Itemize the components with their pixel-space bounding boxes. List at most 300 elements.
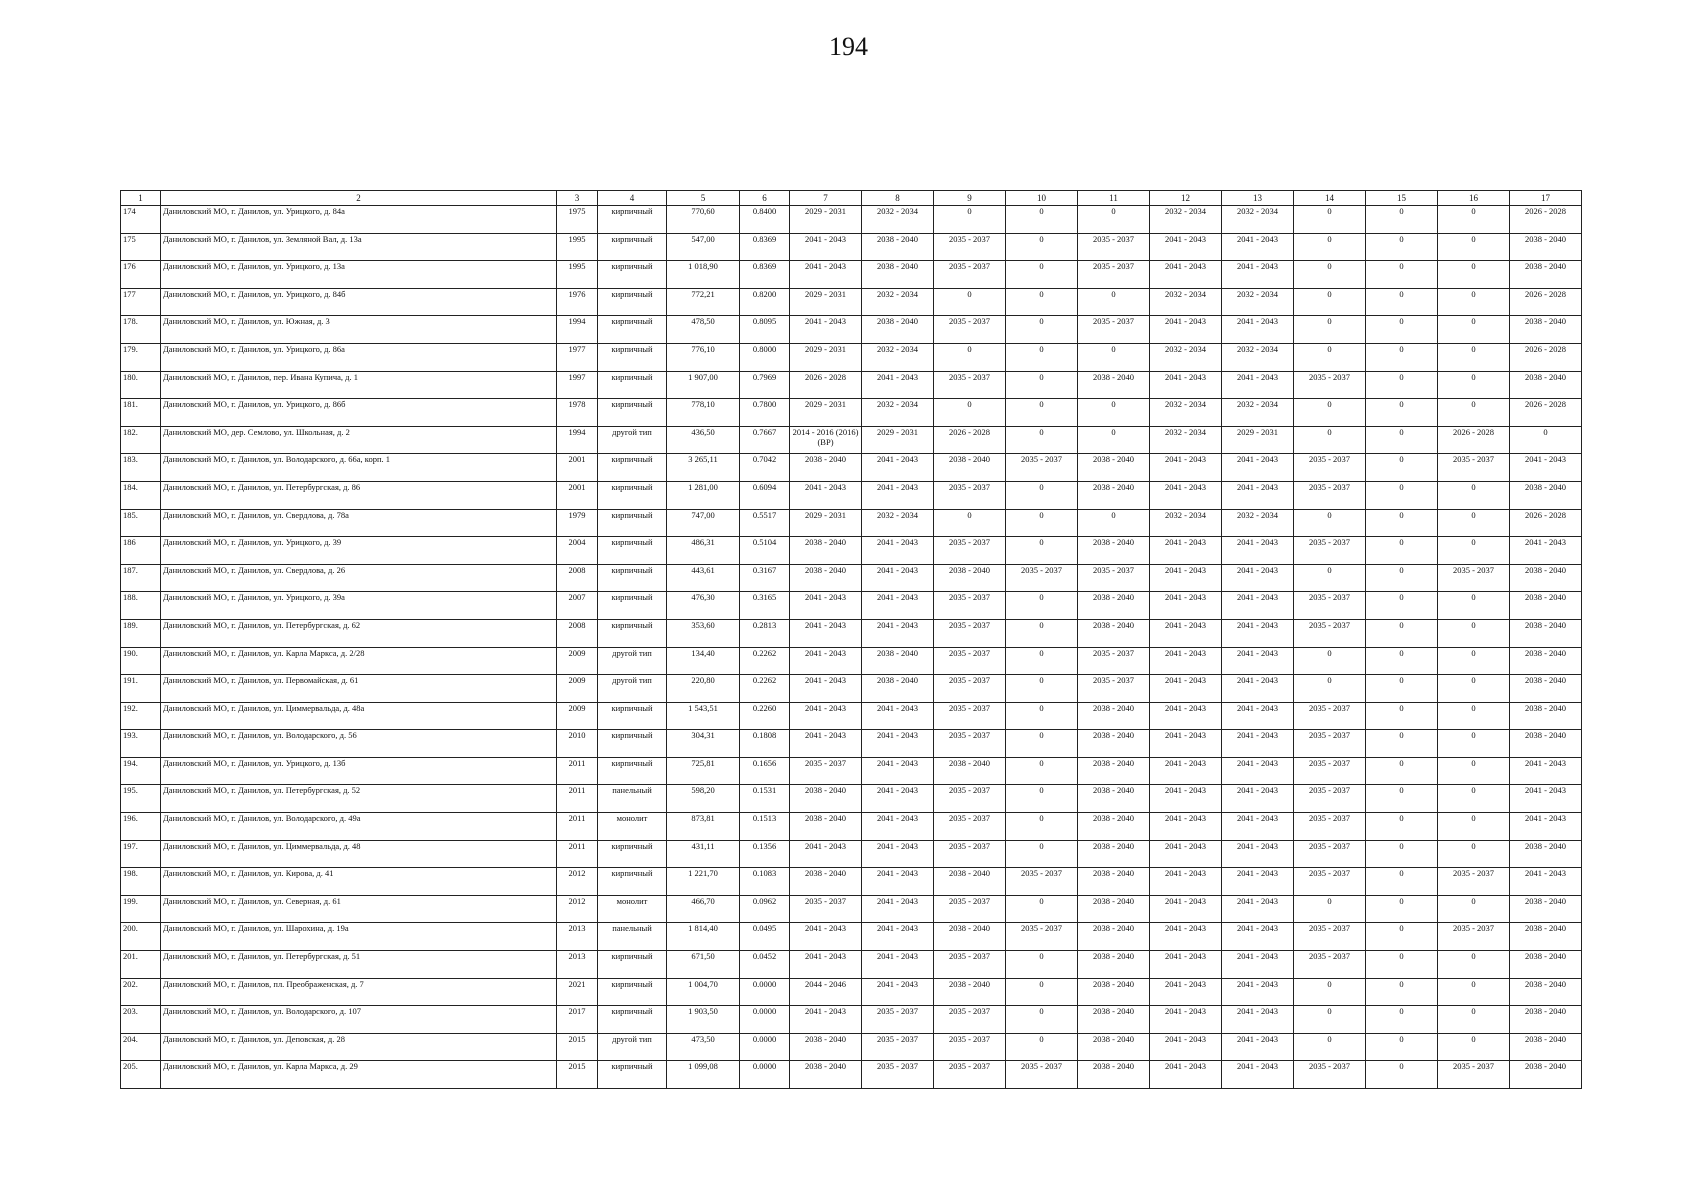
table-cell: 2041 - 2043 xyxy=(790,316,862,344)
table-cell: 0 xyxy=(934,399,1006,427)
table-cell: кирпичный xyxy=(598,509,667,537)
table-cell: 0 xyxy=(1366,951,1438,979)
table-cell: 0.7042 xyxy=(740,454,790,482)
table-cell: 2041 - 2043 xyxy=(1150,951,1222,979)
column-header: 13 xyxy=(1222,191,1294,206)
table-cell: 2035 - 2037 xyxy=(934,1033,1006,1061)
table-cell: 2035 - 2037 xyxy=(934,316,1006,344)
table-cell: 778,10 xyxy=(667,399,740,427)
table-cell: 0 xyxy=(1366,481,1438,509)
address-cell: Даниловский МО, г. Данилов, ул. Петербургская, д. 62 xyxy=(161,619,557,647)
table-cell: 1997 xyxy=(557,371,598,399)
table-cell: 2035 - 2037 xyxy=(934,233,1006,261)
table-cell: 2038 - 2040 xyxy=(1078,923,1150,951)
address-cell: Даниловский МО, г. Данилов, ул. Циммервальда, д. 48 xyxy=(161,840,557,868)
table-cell: 0 xyxy=(1366,730,1438,758)
table-cell: 183. xyxy=(121,454,161,482)
table-cell: 0 xyxy=(1438,371,1510,399)
table-cell: 0 xyxy=(1366,1061,1438,1089)
table-cell: монолит xyxy=(598,813,667,841)
table-cell: 0 xyxy=(1006,951,1078,979)
table-cell: 0 xyxy=(1366,647,1438,675)
table-cell: 671,50 xyxy=(667,951,740,979)
column-header: 4 xyxy=(598,191,667,206)
table-cell: 2038 - 2040 xyxy=(1510,619,1582,647)
table-cell: 2035 - 2037 xyxy=(934,785,1006,813)
table-cell: 2038 - 2040 xyxy=(1510,481,1582,509)
table-cell: 2035 - 2037 xyxy=(934,951,1006,979)
table-cell: 431,11 xyxy=(667,840,740,868)
table-cell: 0 xyxy=(1294,343,1366,371)
table-cell: 2035 - 2037 xyxy=(934,675,1006,703)
address-cell: Даниловский МО, г. Данилов, ул. Кирова, д. 41 xyxy=(161,868,557,896)
table-cell: 2029 - 2031 xyxy=(1222,426,1294,454)
table-cell: 2041 - 2043 xyxy=(862,702,934,730)
table-cell: 2038 - 2040 xyxy=(1510,702,1582,730)
table-cell: 2015 xyxy=(557,1061,598,1089)
table-cell: 772,21 xyxy=(667,288,740,316)
column-header: 12 xyxy=(1150,191,1222,206)
table-cell: 2041 - 2043 xyxy=(1222,647,1294,675)
table-cell: 194. xyxy=(121,757,161,785)
table-cell: 2035 - 2037 xyxy=(1078,675,1150,703)
column-header: 2 xyxy=(161,191,557,206)
table-cell: 2041 - 2043 xyxy=(862,757,934,785)
table-cell: 0 xyxy=(1078,343,1150,371)
table-cell: 176 xyxy=(121,261,161,289)
table-cell: 486,31 xyxy=(667,537,740,565)
table-cell: 776,10 xyxy=(667,343,740,371)
table-cell: 197. xyxy=(121,840,161,868)
table-cell: другой тип xyxy=(598,426,667,454)
address-cell: Даниловский МО, г. Данилов, ул. Карла Маркса, д. 2/28 xyxy=(161,647,557,675)
table-row xyxy=(121,785,1582,813)
table-cell: 2041 - 2043 xyxy=(1222,951,1294,979)
table-header xyxy=(121,191,1582,206)
table-cell: 2041 - 2043 xyxy=(1150,537,1222,565)
table-cell: 2035 - 2037 xyxy=(934,813,1006,841)
table-cell: 0.7667 xyxy=(740,426,790,454)
table-cell: 2041 - 2043 xyxy=(1222,371,1294,399)
table-cell: кирпичный xyxy=(598,1006,667,1034)
table-cell: 2041 - 2043 xyxy=(1150,647,1222,675)
table-cell: 0 xyxy=(1294,261,1366,289)
table-cell: 2013 xyxy=(557,951,598,979)
table-row xyxy=(121,978,1582,1006)
table-cell: 2038 - 2040 xyxy=(1078,813,1150,841)
table-cell: 203. xyxy=(121,1006,161,1034)
table-cell: кирпичный xyxy=(598,288,667,316)
table-cell: 1979 xyxy=(557,509,598,537)
table-cell: 0 xyxy=(1006,592,1078,620)
table-cell: 187. xyxy=(121,564,161,592)
table-cell: 2038 - 2040 xyxy=(1510,1061,1582,1089)
table-cell: 0 xyxy=(1006,1033,1078,1061)
table-cell: 2035 - 2037 xyxy=(1078,564,1150,592)
table-cell: 0 xyxy=(1006,426,1078,454)
table-cell: 2041 - 2043 xyxy=(790,233,862,261)
table-cell: 175 xyxy=(121,233,161,261)
table-cell: 2038 - 2040 xyxy=(1078,868,1150,896)
table-cell: 0 xyxy=(1006,288,1078,316)
table-cell: 2035 - 2037 xyxy=(1078,316,1150,344)
table-row xyxy=(121,316,1582,344)
table-cell: 0.2813 xyxy=(740,619,790,647)
table-cell: 2026 - 2028 xyxy=(934,426,1006,454)
table-cell: 2035 - 2037 xyxy=(934,647,1006,675)
table-cell: 202. xyxy=(121,978,161,1006)
address-cell: Даниловский МО, г. Данилов, ул. Петербургская, д. 86 xyxy=(161,481,557,509)
table-cell: 2041 - 2043 xyxy=(1222,481,1294,509)
table-cell: 0 xyxy=(1366,206,1438,234)
table-cell: 476,30 xyxy=(667,592,740,620)
table-cell: 0 xyxy=(1438,619,1510,647)
address-cell: Даниловский МО, г. Данилов, ул. Петербургская, д. 51 xyxy=(161,951,557,979)
table-cell: 0.8400 xyxy=(740,206,790,234)
table-cell: 2041 - 2043 xyxy=(862,813,934,841)
table-cell: 179. xyxy=(121,343,161,371)
address-cell: Даниловский МО, г. Данилов, ул. Свердлова, д. 78а xyxy=(161,509,557,537)
table-cell: 2038 - 2040 xyxy=(1078,978,1150,1006)
table-cell: 0 xyxy=(1006,509,1078,537)
table-cell: 2038 - 2040 xyxy=(1078,619,1150,647)
table-cell: 2035 - 2037 xyxy=(1438,564,1510,592)
table-row xyxy=(121,1033,1582,1061)
table-cell: 0 xyxy=(1438,592,1510,620)
table-cell: 0 xyxy=(934,206,1006,234)
table-cell: 2041 - 2043 xyxy=(1222,233,1294,261)
table-cell: 0 xyxy=(1366,288,1438,316)
column-header: 1 xyxy=(121,191,161,206)
table-row xyxy=(121,1006,1582,1034)
table-cell: 0.0452 xyxy=(740,951,790,979)
table-cell: 2041 - 2043 xyxy=(862,840,934,868)
table-cell: 0 xyxy=(1438,730,1510,758)
table-cell: 2026 - 2028 xyxy=(1510,509,1582,537)
table-cell: 0 xyxy=(1366,371,1438,399)
table-cell: 2032 - 2034 xyxy=(1222,399,1294,427)
table-cell: 2038 - 2040 xyxy=(1078,730,1150,758)
table-cell: 0 xyxy=(1294,509,1366,537)
table-cell: 598,20 xyxy=(667,785,740,813)
table-cell: 2038 - 2040 xyxy=(1510,951,1582,979)
table-cell: 2035 - 2037 xyxy=(1294,592,1366,620)
page-number: 194 xyxy=(829,32,868,61)
table-cell: 0 xyxy=(1006,785,1078,813)
table-cell: 2032 - 2034 xyxy=(862,288,934,316)
table-cell: 2035 - 2037 xyxy=(1006,564,1078,592)
table-cell: 2038 - 2040 xyxy=(1078,1061,1150,1089)
table-cell: кирпичный xyxy=(598,316,667,344)
table-cell: 2041 - 2043 xyxy=(1222,923,1294,951)
table-cell: 2041 - 2043 xyxy=(862,923,934,951)
table-row xyxy=(121,288,1582,316)
table-cell: 201. xyxy=(121,951,161,979)
table-cell: 0 xyxy=(1294,978,1366,1006)
table-cell: 2041 - 2043 xyxy=(1222,619,1294,647)
table-cell: 2038 - 2040 xyxy=(1078,702,1150,730)
table-cell: 2041 - 2043 xyxy=(1150,730,1222,758)
table-cell: 192. xyxy=(121,702,161,730)
table-cell: 205. xyxy=(121,1061,161,1089)
table-cell: 2041 - 2043 xyxy=(1222,1061,1294,1089)
table-cell: 2041 - 2043 xyxy=(790,675,862,703)
table-cell: 2032 - 2034 xyxy=(1222,206,1294,234)
table-cell: 181. xyxy=(121,399,161,427)
table-cell: 443,61 xyxy=(667,564,740,592)
table-cell: 0.1356 xyxy=(740,840,790,868)
table-cell: монолит xyxy=(598,895,667,923)
table-cell: 2041 - 2043 xyxy=(1222,261,1294,289)
table-cell: 2041 - 2043 xyxy=(790,702,862,730)
table-cell: 2012 xyxy=(557,895,598,923)
table-cell: кирпичный xyxy=(598,371,667,399)
table-cell: 0.1656 xyxy=(740,757,790,785)
table-cell: 0.3165 xyxy=(740,592,790,620)
table-cell: 0 xyxy=(1006,206,1078,234)
table-cell: 2035 - 2037 xyxy=(1294,619,1366,647)
table-cell: 2035 - 2037 xyxy=(1294,537,1366,565)
table-cell: 2041 - 2043 xyxy=(1222,592,1294,620)
table-cell: 0 xyxy=(1366,978,1438,1006)
table-row xyxy=(121,537,1582,565)
table-cell: 0.0000 xyxy=(740,978,790,1006)
table-cell: 0 xyxy=(1294,206,1366,234)
table-cell: 2041 - 2043 xyxy=(1150,840,1222,868)
table-cell: 0 xyxy=(1006,813,1078,841)
table-cell: 0 xyxy=(934,509,1006,537)
address-cell: Даниловский МО, г. Данилов, ул. Карла Маркса, д. 29 xyxy=(161,1061,557,1089)
table-cell: 0 xyxy=(1006,233,1078,261)
address-cell: Даниловский МО, г. Данилов, ул. Урицкого, д. 39а xyxy=(161,592,557,620)
table-cell: 0 xyxy=(1366,564,1438,592)
table-cell: 2041 - 2043 xyxy=(1150,1061,1222,1089)
table-cell: 2041 - 2043 xyxy=(1222,840,1294,868)
address-cell: Даниловский МО, г. Данилов, ул. Урицкого, д. 39 xyxy=(161,537,557,565)
table-cell: 1995 xyxy=(557,233,598,261)
table-cell: 2041 - 2043 xyxy=(862,951,934,979)
table-cell: 198. xyxy=(121,868,161,896)
table-row xyxy=(121,757,1582,785)
table-cell: 0 xyxy=(1294,675,1366,703)
table-row xyxy=(121,343,1582,371)
address-cell: Даниловский МО, г. Данилов, ул. Первомайская, д. 61 xyxy=(161,675,557,703)
table-cell: 2041 - 2043 xyxy=(1222,454,1294,482)
table-cell: 2011 xyxy=(557,840,598,868)
table-cell: 184. xyxy=(121,481,161,509)
table-cell: 0 xyxy=(1438,951,1510,979)
table-cell: 353,60 xyxy=(667,619,740,647)
table-cell: 1978 xyxy=(557,399,598,427)
table-cell: кирпичный xyxy=(598,1061,667,1089)
table-cell: 2041 - 2043 xyxy=(790,647,862,675)
table-cell: 2035 - 2037 xyxy=(1438,868,1510,896)
table-cell: 0.8200 xyxy=(740,288,790,316)
table-cell: 2041 - 2043 xyxy=(790,923,862,951)
table-cell: 2035 - 2037 xyxy=(1078,233,1150,261)
table-cell: 0 xyxy=(1006,1006,1078,1034)
table-cell: 2032 - 2034 xyxy=(862,509,934,537)
table-cell: 134,40 xyxy=(667,647,740,675)
table-cell: 0.1808 xyxy=(740,730,790,758)
table-cell: 466,70 xyxy=(667,895,740,923)
table-cell: 2032 - 2034 xyxy=(1150,509,1222,537)
table-cell: 0 xyxy=(1438,233,1510,261)
table-cell: 188. xyxy=(121,592,161,620)
table-cell: 191. xyxy=(121,675,161,703)
table-row xyxy=(121,813,1582,841)
table-cell: 2044 - 2046 xyxy=(790,978,862,1006)
table-cell: 2038 - 2040 xyxy=(934,564,1006,592)
table-row xyxy=(121,730,1582,758)
table-row xyxy=(121,261,1582,289)
table-cell: кирпичный xyxy=(598,233,667,261)
table-cell: 2041 - 2043 xyxy=(1222,978,1294,1006)
table-cell: 2041 - 2043 xyxy=(1150,868,1222,896)
table-cell: 2038 - 2040 xyxy=(1078,840,1150,868)
address-cell: Даниловский МО, г. Данилов, ул. Свердлова, д. 26 xyxy=(161,564,557,592)
table-cell: 2038 - 2040 xyxy=(1078,481,1150,509)
table-cell: 0 xyxy=(1366,316,1438,344)
table-cell: 0.7969 xyxy=(740,371,790,399)
table-cell: 2035 - 2037 xyxy=(790,895,862,923)
table-cell: 0.8095 xyxy=(740,316,790,344)
table-cell: 2038 - 2040 xyxy=(790,1033,862,1061)
table-cell: кирпичный xyxy=(598,261,667,289)
table-cell: 2032 - 2034 xyxy=(862,206,934,234)
table-cell: 2035 - 2037 xyxy=(1078,261,1150,289)
table-cell: кирпичный xyxy=(598,840,667,868)
table-cell: 0.0000 xyxy=(740,1033,790,1061)
column-header: 17 xyxy=(1510,191,1582,206)
table-cell: 0.0000 xyxy=(740,1061,790,1089)
column-header: 8 xyxy=(862,191,934,206)
table-cell: 0 xyxy=(1294,399,1366,427)
table-cell: 2041 - 2043 xyxy=(1510,868,1582,896)
table-row xyxy=(121,564,1582,592)
table-cell: 0 xyxy=(1366,1033,1438,1061)
table-cell: 2041 - 2043 xyxy=(862,592,934,620)
table-cell: 0 xyxy=(1438,343,1510,371)
table-cell: 1994 xyxy=(557,426,598,454)
table-cell: 2041 - 2043 xyxy=(790,730,862,758)
table-cell: 2038 - 2040 xyxy=(790,564,862,592)
table-cell: 2029 - 2031 xyxy=(790,288,862,316)
table-cell: 0.1513 xyxy=(740,813,790,841)
table-cell: 2035 - 2037 xyxy=(1294,840,1366,868)
table-cell: 2041 - 2043 xyxy=(1510,454,1582,482)
table-cell: 2035 - 2037 xyxy=(1294,481,1366,509)
table-cell: 193. xyxy=(121,730,161,758)
table-cell: 2038 - 2040 xyxy=(1510,1006,1582,1034)
table-cell: 0 xyxy=(1366,261,1438,289)
table-cell: 2035 - 2037 xyxy=(934,481,1006,509)
table-cell: 178. xyxy=(121,316,161,344)
table-cell: 2038 - 2040 xyxy=(1510,978,1582,1006)
table-cell: 2026 - 2028 xyxy=(1510,343,1582,371)
table-cell: 873,81 xyxy=(667,813,740,841)
table-cell: 2035 - 2037 xyxy=(934,1006,1006,1034)
table-cell: 2035 - 2037 xyxy=(1006,868,1078,896)
table-cell: 1 004,70 xyxy=(667,978,740,1006)
table-cell: 0 xyxy=(1366,454,1438,482)
table-body xyxy=(121,206,1582,1089)
table-cell: 0 xyxy=(1366,675,1438,703)
table-cell: 2008 xyxy=(557,564,598,592)
table-row xyxy=(121,702,1582,730)
address-cell: Даниловский МО, г. Данилов, ул. Володарского, д. 49а xyxy=(161,813,557,841)
table-cell: 1976 xyxy=(557,288,598,316)
table-cell: 2035 - 2037 xyxy=(934,730,1006,758)
table-cell: 2041 - 2043 xyxy=(1222,564,1294,592)
table-cell: 0.0962 xyxy=(740,895,790,923)
table-cell: 2041 - 2043 xyxy=(1222,1006,1294,1034)
table-cell: 0 xyxy=(1294,1033,1366,1061)
column-header: 7 xyxy=(790,191,862,206)
table-cell: 2041 - 2043 xyxy=(790,951,862,979)
table-cell: 2041 - 2043 xyxy=(1150,371,1222,399)
table-row xyxy=(121,399,1582,427)
table-cell: 0 xyxy=(1366,343,1438,371)
table-cell: 2038 - 2040 xyxy=(862,647,934,675)
table-cell: 2035 - 2037 xyxy=(934,702,1006,730)
address-cell: Даниловский МО, г. Данилов, ул. Южная, д. 3 xyxy=(161,316,557,344)
table-cell: 0 xyxy=(1006,316,1078,344)
table-cell: 186 xyxy=(121,537,161,565)
table-row xyxy=(121,675,1582,703)
table-cell: 0 xyxy=(1438,840,1510,868)
table-cell: 0 xyxy=(1006,343,1078,371)
column-header: 14 xyxy=(1294,191,1366,206)
table-cell: 0.8369 xyxy=(740,233,790,261)
table-cell: 182. xyxy=(121,426,161,454)
table-cell: 0 xyxy=(1294,316,1366,344)
table-cell: 1 221,70 xyxy=(667,868,740,896)
table-cell: 2038 - 2040 xyxy=(1510,923,1582,951)
table-row xyxy=(121,206,1582,234)
table-cell: 2035 - 2037 xyxy=(862,1061,934,1089)
table-cell: 2038 - 2040 xyxy=(1078,592,1150,620)
table-cell: 2035 - 2037 xyxy=(934,537,1006,565)
table-cell: кирпичный xyxy=(598,951,667,979)
table-cell: 2041 - 2043 xyxy=(1150,592,1222,620)
table-cell: 0 xyxy=(1438,978,1510,1006)
table-cell: 174 xyxy=(121,206,161,234)
table-cell: 0 xyxy=(1366,785,1438,813)
table-cell: 2041 - 2043 xyxy=(1150,978,1222,1006)
table-cell: 189. xyxy=(121,619,161,647)
table-cell: 2038 - 2040 xyxy=(790,868,862,896)
table-cell: 0 xyxy=(1078,399,1150,427)
address-cell: Даниловский МО, г. Данилов, ул. Володарского, д. 107 xyxy=(161,1006,557,1034)
table-cell: 0 xyxy=(1006,481,1078,509)
table-cell: 2041 - 2043 xyxy=(1222,730,1294,758)
table-cell: 0 xyxy=(1294,233,1366,261)
table-cell: 0 xyxy=(1006,840,1078,868)
table-cell: 2041 - 2043 xyxy=(1510,813,1582,841)
table-cell: 0 xyxy=(1438,647,1510,675)
table-cell: 2035 - 2037 xyxy=(934,840,1006,868)
table-cell: 2038 - 2040 xyxy=(1078,951,1150,979)
table-cell: 2029 - 2031 xyxy=(790,206,862,234)
table-cell: 0 xyxy=(1366,537,1438,565)
table-cell: 2035 - 2037 xyxy=(934,371,1006,399)
table-cell: 547,00 xyxy=(667,233,740,261)
table-cell: 2009 xyxy=(557,647,598,675)
table-cell: 2035 - 2037 xyxy=(1294,951,1366,979)
data-table xyxy=(120,190,1582,1089)
table-cell: 2041 - 2043 xyxy=(1150,316,1222,344)
